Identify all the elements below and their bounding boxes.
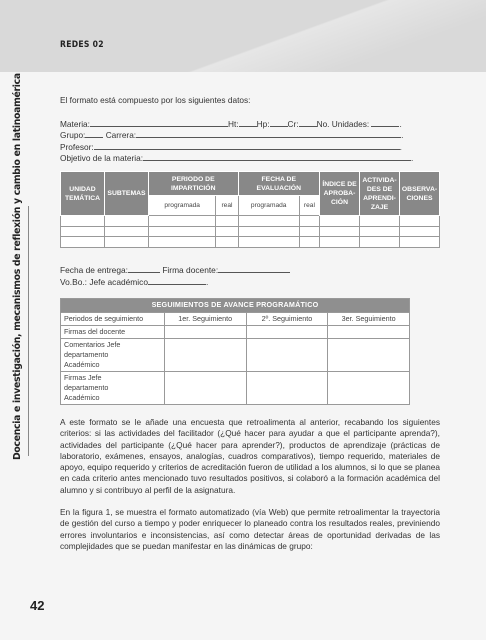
side-rule xyxy=(28,206,29,456)
intro-text: El formato está compuesto por los siguientes datos: xyxy=(60,95,251,105)
ht-label: Ht: xyxy=(227,119,239,129)
followup-table xyxy=(60,298,410,405)
form-line-profesor: Profesor: . xyxy=(60,141,402,152)
table-row xyxy=(61,226,440,237)
form-fields xyxy=(60,119,420,164)
carrera-label: Carrera: xyxy=(105,130,137,141)
header-actividades: ACTIVIDA-DES DE APRENDI-ZAJE xyxy=(360,172,400,216)
header-subtemas: SUBTEMAS xyxy=(105,172,149,216)
subheader-real: real xyxy=(216,196,238,216)
planning-table xyxy=(60,171,440,248)
header-periodo: PERIODO DE IMPARTICIÓN xyxy=(149,172,239,196)
header-observaciones: OBSERVA-CIONES xyxy=(400,172,440,216)
objetivo-blank xyxy=(143,153,411,161)
firma-docente-label: Firma docente: xyxy=(162,265,219,275)
header-indice: ÍNDICE DE APROBA-CIÓN xyxy=(320,172,360,216)
table-row xyxy=(61,216,440,227)
col-periodos: Periodos de seguimiento xyxy=(61,313,165,326)
materia-blank xyxy=(90,119,228,127)
profesor-blank xyxy=(94,142,400,150)
objetivo-label: Objetivo de la materia: xyxy=(60,152,144,163)
sign-line-1 xyxy=(60,264,290,276)
cr-label: Cr: xyxy=(287,119,299,129)
form-line-objetivo: Objetivo de la materia: . xyxy=(60,152,414,163)
ht-blank xyxy=(239,119,257,127)
grupo-label: Grupo: xyxy=(60,130,86,141)
followup-title: SEGUIMIENTOS DE AVANCE PROGRAMÁTICO xyxy=(61,299,410,313)
cr-blank xyxy=(299,119,317,127)
side-running-title: Docencia e investigación, mecanismos de reflexión y cambio en latinoamérica xyxy=(12,73,23,460)
row-firmas-docente: Firmas del docente xyxy=(61,326,165,339)
col-3-seguimiento: 3er. Seguimiento xyxy=(328,313,410,326)
carrera-blank xyxy=(136,130,401,138)
paragraph-encuesta: A este formato se le añade una encuesta que retroalimenta al anterior, recabando los siguientes criterios: si las actividades del facilitador (¿Qué hacer para ayudar a que el participante aprenda?), actividades del participante (¿Qué hacer para aprender?), productos de aprendizaje (prácticas de laboratorio, exámenes, ensayos, analogías, cuadros comparativos), tiempo requerido, materiales de apoyo, equipo requerido y criterios de acreditación fueron de utilidad a los alumnos, si lo que se planea en cada criterio antes mencionado tuvo resultados positivos, si colaboró a la formación académica del alumno y si contribuyo al perfil de la asignatura. xyxy=(60,417,440,495)
sign-line-2: Vo.Bo.: Jefe académico . xyxy=(60,277,209,287)
table-row xyxy=(61,326,410,339)
hp-label: Hp: xyxy=(256,119,270,129)
hp-blank xyxy=(270,119,288,127)
signature-block xyxy=(60,264,290,288)
row-firmas-jefe: Firmas Jefe departamento Académico xyxy=(61,372,165,405)
form-line-grupo: Grupo: Carrera: . xyxy=(60,130,404,141)
table-row xyxy=(61,237,440,248)
header-fecha: FECHA DE EVALUACIÓN xyxy=(238,172,319,196)
no-unidades-blank xyxy=(371,119,399,127)
firma-docente-blank xyxy=(218,265,290,273)
form-line-materia: Materia: Ht: Hp: Cr: No. Unidades: . xyxy=(60,119,402,129)
col-2-seguimiento: 2º. Seguimiento xyxy=(246,313,328,326)
grupo-blank xyxy=(85,130,103,138)
page-number: 42 xyxy=(30,598,45,613)
vobo-blank xyxy=(148,277,206,285)
series-label: REDES 02 xyxy=(60,40,104,50)
header-unidad: UNIDAD TEMÁTICA xyxy=(61,172,105,216)
fecha-entrega-label: Fecha de entrega: xyxy=(60,265,128,275)
table-row xyxy=(61,339,410,372)
profesor-label: Profesor: xyxy=(60,141,94,152)
subheader-programada: programada xyxy=(238,196,299,216)
materia-label: Materia: xyxy=(60,119,90,129)
subheader-real: real xyxy=(299,196,319,216)
paragraph-figura: En la figura 1, se muestra el formato automatizado (vía Web) que permite retroalimentar la trayectoria de gestión del curso a tiempo y poder enriquecer lo planeado contra los resultados reales, previniendo errores involuntarios e inconsistencias, así como detectar áreas de oportunidad derivadas de las complejidades que se puedan manifestar en las dinámicas de grupo: xyxy=(60,507,440,551)
col-1-seguimiento: 1er. Seguimiento xyxy=(164,313,246,326)
table-row xyxy=(61,372,410,405)
row-comentarios: Comentarios Jefe departamento Académico xyxy=(61,339,165,372)
no-unidades-label: No. Unidades: xyxy=(316,119,370,129)
vobo-label: Vo.Bo.: Jefe académico xyxy=(60,277,148,287)
subheader-programada: programada xyxy=(149,196,216,216)
fecha-entrega-blank xyxy=(128,265,160,273)
header-decoration xyxy=(186,0,486,72)
